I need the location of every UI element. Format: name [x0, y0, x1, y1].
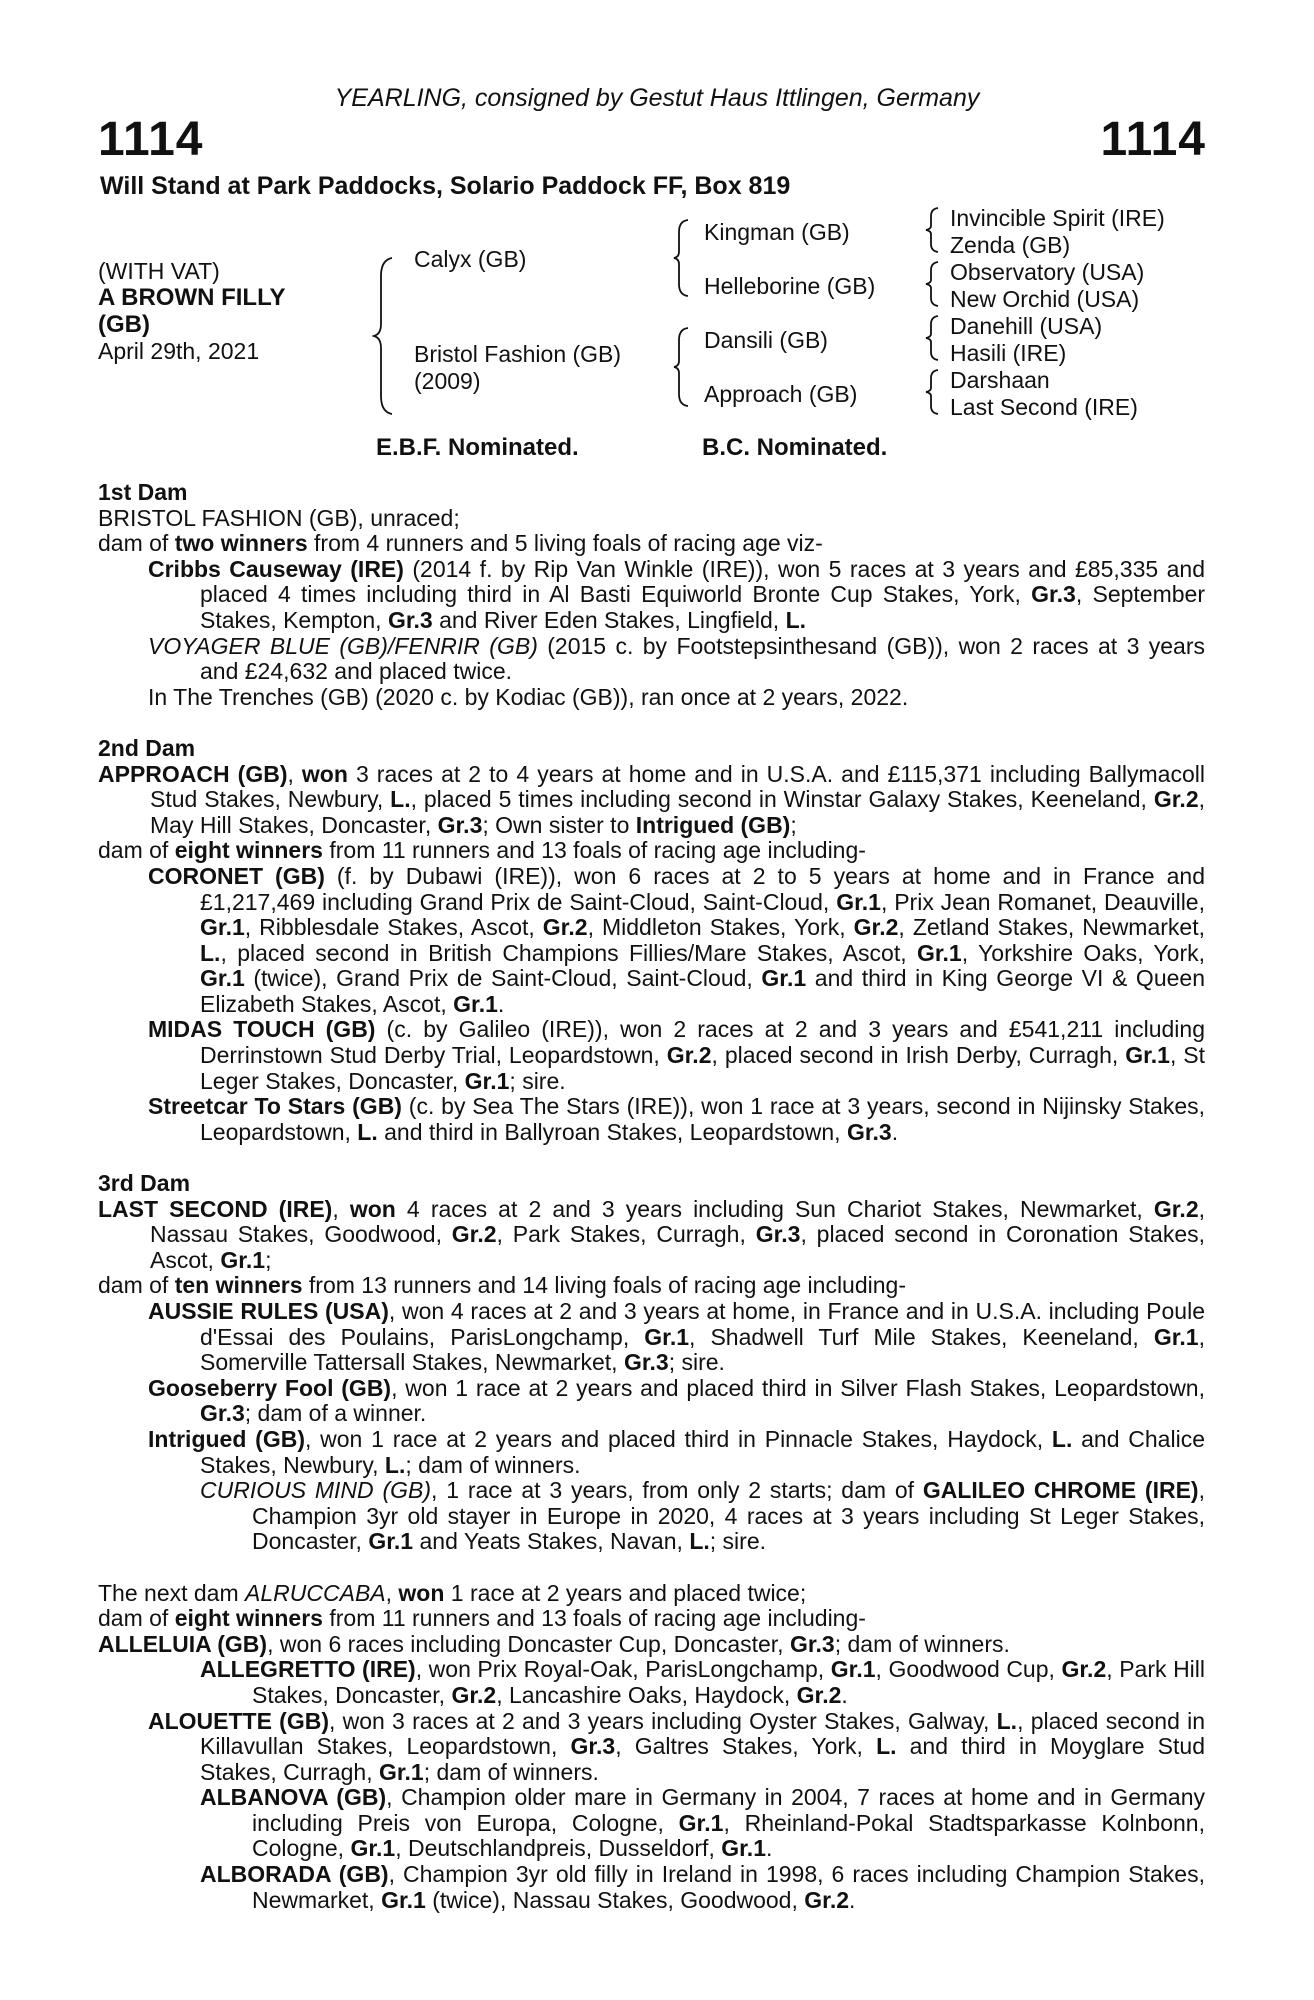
- grade: Gr.2: [451, 1221, 497, 1248]
- progeny-text: and Yeats Stakes, Navan,: [413, 1528, 690, 1555]
- summary-winners: ten winners: [174, 1272, 303, 1299]
- grade: Gr.2: [796, 1681, 842, 1708]
- progeny-text: , Ribblesdale Stakes, Ascot,: [244, 914, 543, 941]
- progeny-text: .: [497, 990, 505, 1017]
- ebf-nominated: E.B.F. Nominated.: [376, 434, 579, 461]
- pedigree-brace-dam: [672, 326, 690, 408]
- grade: Gr.2: [451, 1681, 497, 1708]
- grade: Gr.3: [846, 1118, 892, 1145]
- summary-winners: eight winners: [174, 837, 323, 864]
- progeny-text: ; dam of winners.: [834, 1630, 1010, 1657]
- subject-name-line2: (GB): [98, 311, 150, 338]
- progeny-text: , Zetland Stakes, Newmarket,: [898, 914, 1205, 941]
- summary-text: dam of: [98, 530, 175, 557]
- grade: Gr.2: [804, 1886, 850, 1913]
- stand-location: Will Stand at Park Paddocks, Solario Paddock FF, Box 819: [100, 172, 791, 200]
- record-text: ; Own sister to: [482, 811, 636, 838]
- grade: Gr.3: [437, 811, 483, 838]
- progeny-entry: In The Trenches (GB) (2020 c. by Kodiac (GB)), ran once at 2 years, 2022.: [148, 683, 909, 710]
- bc-nominated: B.C. Nominated.: [702, 434, 888, 461]
- grade: Gr.2: [542, 914, 588, 941]
- summary-text: from 11 runners and 13 foals of racing age including-: [322, 1605, 866, 1632]
- grade: Gr.2: [666, 1042, 712, 1069]
- progeny-entry: [98, 1709, 1205, 1786]
- ancestor-5: Danehill (USA): [950, 313, 1103, 339]
- progeny-text: (f. by Dubawi (IRE)), won 6 races at 2 to 5 years at home and in France and £1,217,469 including Grand Prix de Saint-Cloud, Saint-Cloud,: [200, 862, 1205, 915]
- record-text: , placed second in Coronation Stakes, Ascot,: [150, 1221, 1205, 1273]
- progeny-entry: [98, 1376, 1205, 1427]
- progeny-text: ; dam of a winner.: [244, 1400, 427, 1427]
- progeny-entry: [98, 1478, 1205, 1555]
- progeny-text: , Yorkshire Oaks, York,: [961, 939, 1206, 966]
- progeny-text: (2014 f. by Rip Van Winkle (IRE)), won 5 races at 3 years and £85,335 and placed 4 times including third in Al Basti Equiworld Bronte Cup Stakes, York,: [200, 555, 1205, 608]
- ancestor-2: Zenda (GB): [950, 232, 1071, 258]
- progeny-text: , Champion older mare in Germany in 2004, 7 races at home and in Germany including Preis von Europa, Cologne,: [252, 1784, 1205, 1836]
- summary-text: dam of: [98, 1605, 175, 1632]
- progeny-text: , won 1 race at 2 years and placed third in Silver Flash Stakes, Leopardstown,: [391, 1374, 1205, 1401]
- progeny-name: CURIOUS MIND (GB): [200, 1477, 432, 1504]
- progeny-text: (c. by Galileo (IRE)), won 2 races at 2 and 3 years and £541,211 including Derrinstown Stud Derby Trial, Leopardstown,: [200, 1016, 1205, 1069]
- won-label: won: [398, 1579, 445, 1606]
- third-dam-summary: [98, 1273, 1205, 1299]
- grade: Gr.1: [220, 1246, 266, 1273]
- dam: Bristol Fashion (GB): [414, 341, 622, 367]
- grade: L.: [357, 1118, 378, 1145]
- pedigree-brace-g1: [924, 206, 940, 254]
- sister-name: Intrigued (GB): [635, 811, 791, 838]
- third-dam-record: LAST SECOND (IRE), won 4 races at 2 and 3 years including Sun Chariot Stakes, Newmarket, Gr.2, Nassau Stakes, Goodwood, Gr.2, Park Stakes, Curragh, Gr.3, placed second in Coronation Stakes, Ascot, Gr.1;: [98, 1195, 1206, 1273]
- dam-name: LAST SECOND (IRE): [98, 1195, 333, 1222]
- grade: L.: [384, 1451, 406, 1478]
- grade: Gr.1: [916, 939, 962, 966]
- grade: Gr.3: [387, 606, 433, 633]
- summary-text: from 11 runners and 13 foals of racing age including-: [322, 837, 866, 864]
- record-text: The next dam: [98, 1579, 246, 1606]
- progeny-text: , Lancashire Oaks, Haydock,: [496, 1681, 797, 1708]
- progeny-text: and Chalice Stakes, Newbury,: [200, 1425, 1205, 1478]
- won-label: won: [301, 760, 348, 787]
- consignment-line: YEARLING, consigned by Gestut Haus Ittlingen, Germany: [334, 84, 980, 112]
- dam-dam: Approach (GB): [704, 381, 858, 407]
- progeny-text: , placed second in Irish Derby, Curragh,: [711, 1042, 1126, 1069]
- ancestor-7: Darshaan: [950, 367, 1050, 393]
- sire: Calyx (GB): [414, 246, 527, 272]
- progeny-text: , placed second in Killavullan Stakes, Leopardstown,: [200, 1707, 1206, 1760]
- first-dam-name: BRISTOL FASHION (GB), unraced;: [98, 504, 460, 531]
- summary-text: from 4 runners and 5 living foals of racing age viz-: [307, 530, 823, 557]
- progeny-text: , Park Hill Stakes, Doncaster,: [252, 1656, 1206, 1708]
- record-text: , May Hill Stakes, Doncaster,: [150, 786, 1206, 838]
- next-dam-record: [98, 1581, 1205, 1607]
- grade: L.: [785, 606, 807, 633]
- catalogue-body: [98, 480, 1205, 1913]
- second-dam-heading: 2nd Dam: [98, 734, 196, 761]
- progeny-text: .: [891, 1118, 899, 1145]
- progeny-entry: [98, 1094, 1205, 1145]
- progeny-text: , won 4 races at 2 and 3 years at home, in France and in U.S.A. including Poule d'Essai des Poulains, ParisLongchamp,: [200, 1298, 1205, 1350]
- progeny-text: , Deutschlandpreis, Dusseldorf,: [395, 1835, 722, 1862]
- progeny-name: Cribbs Causeway (IRE): [148, 555, 404, 582]
- grade: Gr.2: [1061, 1656, 1107, 1683]
- third-dam-heading: 3rd Dam: [98, 1170, 191, 1197]
- grade: Gr.1: [200, 914, 245, 941]
- progeny-text: , Prix Jean Romanet, Deauville,: [880, 888, 1205, 915]
- progeny-text: , September Stakes, Kempton,: [200, 581, 1205, 633]
- progeny-name: CORONET (GB): [148, 862, 325, 889]
- sire-dam: Helleborine (GB): [704, 273, 876, 299]
- grade: L.: [390, 786, 411, 813]
- dam-name: APPROACH (GB): [98, 760, 288, 787]
- grade: Gr.2: [853, 914, 899, 941]
- progeny-name: ALBORADA (GB): [200, 1861, 389, 1888]
- record-text: , Park Stakes, Curragh,: [496, 1221, 756, 1248]
- grade: Gr.3: [200, 1400, 245, 1427]
- grade: Gr.1: [1153, 1323, 1199, 1350]
- pedigree-brace-sire: [672, 218, 690, 298]
- grade: L.: [1051, 1425, 1073, 1452]
- progeny-text: (twice), Nassau Stakes, Goodwood,: [425, 1886, 805, 1913]
- dam-sire: Dansili (GB): [704, 327, 828, 353]
- progeny-text: .: [766, 1835, 773, 1862]
- record-text: , Nassau Stakes, Goodwood,: [150, 1195, 1206, 1248]
- progeny-entry: [98, 1632, 1205, 1658]
- grade: Gr.1: [381, 1886, 426, 1913]
- grade: Gr.1: [378, 1758, 424, 1785]
- progeny-text: .: [849, 1886, 856, 1913]
- progeny-name: ALBANOVA (GB): [200, 1784, 387, 1811]
- grade: Gr.3: [570, 1733, 616, 1760]
- progeny-text: (2015 c. by Footstepsinthesand (GB)), won 2 races at 3 years and £24,632 and placed twice.: [200, 632, 1205, 685]
- progeny-text: ; sire.: [668, 1349, 725, 1376]
- ancestor-4: New Orchid (USA): [950, 286, 1140, 312]
- progeny-text: , won Prix Royal-Oak, ParisLongchamp,: [415, 1656, 831, 1683]
- progeny-text: , 1 race at 3 years, from only 2 starts; dam of: [431, 1477, 923, 1504]
- record-text: 4 races at 2 and 3 years including Sun Chariot Stakes, Newmarket,: [395, 1195, 1154, 1222]
- progeny-entry: [98, 1299, 1205, 1376]
- progeny-text: , Middleton Stakes, York,: [587, 914, 854, 941]
- progeny-text: , St Leger Stakes, Doncaster,: [200, 1042, 1206, 1094]
- pedigree-brace-g3: [924, 314, 940, 362]
- progeny-text: , Champion 3yr old filly in Ireland in 1998, 6 races including Champion Stakes, Newmarket,: [252, 1861, 1205, 1913]
- progeny-text: , Goodwood Cup,: [875, 1656, 1062, 1683]
- grade: Gr.1: [830, 1656, 876, 1683]
- grade: L.: [689, 1528, 710, 1555]
- progeny-text: ; dam of winners.: [405, 1451, 581, 1478]
- progeny-entry: [98, 1017, 1205, 1094]
- grade: Gr.1: [836, 888, 881, 915]
- progeny-name: GALILEO CHROME (IRE): [922, 1477, 1199, 1504]
- pedigree-brace-g4: [924, 368, 940, 416]
- lot-number-left: 1114: [98, 113, 204, 166]
- grade: Gr.3: [789, 1630, 835, 1657]
- progeny-name: ALLEGRETTO (IRE): [200, 1656, 416, 1683]
- progeny-text: , Champion 3yr old stayer in Europe in 2020, 4 races at 3 years including St Leger Stakes, Doncaster,: [252, 1477, 1205, 1555]
- progeny-text: , Rheinland-Pokal Stadtsparkasse Kolnbonn, Cologne,: [252, 1809, 1205, 1862]
- second-dam-summary: [98, 838, 1205, 864]
- record-text: ;: [790, 811, 797, 838]
- lot-number-right: 1114: [1100, 113, 1206, 166]
- grade: Gr.2: [1153, 786, 1199, 813]
- progeny-entry: [98, 557, 1205, 634]
- next-dam-summary: [98, 1606, 1205, 1632]
- ancestor-3: Observatory (USA): [950, 259, 1145, 285]
- foaling-date: April 29th, 2021: [98, 338, 260, 364]
- progeny-entry: [98, 1427, 1205, 1478]
- summary-text: from 13 runners and 14 living foals of racing age including-: [302, 1272, 906, 1299]
- progeny-text: ; dam of winners.: [423, 1758, 599, 1785]
- progeny-entry: [98, 634, 1205, 685]
- progeny-name: MIDAS TOUCH (GB): [148, 1016, 376, 1043]
- grade: Gr.3: [623, 1349, 669, 1376]
- record-text: ,: [385, 1579, 399, 1606]
- record-text: , placed 5 times including second in Winstar Galaxy Stakes, Keeneland,: [410, 786, 1154, 813]
- ancestor-8: Last Second (IRE): [950, 394, 1138, 420]
- progeny-text: , Shadwell Turf Mile Stakes, Keeneland,: [689, 1323, 1154, 1350]
- progeny-name: ALLELUIA (GB): [98, 1630, 268, 1657]
- second-dam-record: APPROACH (GB), won 3 races at 2 to 4 years at home and in U.S.A. and £115,371 including Ballymacoll Stud Stakes, Newbury, L., placed 5 times including second in Winstar Galaxy Stakes, Keeneland, Gr.2, May Hill Stakes, Doncaster, Gr.3; Own sister to Intrigued (GB);: [98, 760, 1206, 838]
- first-dam-heading: 1st Dam: [98, 479, 188, 505]
- progeny-entry: [98, 1785, 1205, 1862]
- progeny-text: (c. by Sea The Stars (IRE)), won 1 race at 3 years, second in Nijinsky Stakes, Leopardstown,: [200, 1093, 1205, 1145]
- grade: Gr.1: [721, 1835, 766, 1862]
- grade: Gr.3: [1031, 581, 1076, 608]
- grade: Gr.1: [761, 965, 807, 992]
- grade: Gr.1: [368, 1528, 414, 1555]
- record-text: 1 race at 2 years and placed twice;: [444, 1579, 807, 1606]
- record-text: 3 races at 2 to 4 years at home and in U.S.A. and £115,371 including Ballymacoll Stud Stakes, Newbury,: [150, 760, 1205, 813]
- grade: Gr.1: [1125, 1042, 1170, 1069]
- progeny-text: , Galtres Stakes, York,: [615, 1733, 877, 1760]
- summary-winners: eight winners: [174, 1605, 323, 1632]
- vat-label: (WITH VAT): [98, 258, 220, 284]
- progeny-name: AUSSIE RULES (USA): [148, 1298, 389, 1324]
- progeny-text: ; sire.: [509, 1067, 566, 1094]
- won-label: won: [349, 1195, 396, 1222]
- grade: Gr.1: [644, 1323, 690, 1350]
- summary-winners: two winners: [174, 530, 308, 557]
- pedigree-brace-g2: [924, 260, 940, 308]
- grade: Gr.1: [350, 1835, 396, 1862]
- progeny-name: Intrigued (GB): [148, 1425, 305, 1452]
- grade: Gr.1: [453, 990, 498, 1017]
- progeny-entry: [98, 864, 1205, 1018]
- progeny-entry: [98, 1657, 1205, 1708]
- progeny-text: , won 1 race at 2 years and placed third in Pinnacle Stakes, Haydock,: [304, 1425, 1052, 1452]
- progeny-name: Gooseberry Fool (GB): [148, 1374, 392, 1401]
- progeny-text: and third in Ballyroan Stakes, Leopardstown,: [377, 1118, 847, 1145]
- grade: L.: [200, 939, 221, 966]
- progeny-text: , won 3 races at 2 and 3 years including Oyster Stakes, Galway,: [329, 1707, 997, 1734]
- dam-name: ALRUCCABA: [245, 1579, 386, 1606]
- progeny-text: , won 6 races including Doncaster Cup, Doncaster,: [267, 1630, 790, 1657]
- summary-text: dam of: [98, 1272, 175, 1299]
- grade: L.: [876, 1733, 897, 1760]
- summary-text: dam of: [98, 837, 175, 864]
- ancestor-6: Hasili (IRE): [950, 340, 1067, 366]
- first-dam-summary: [98, 531, 1205, 557]
- progeny-text: , Somerville Tattersall Stakes, Newmarket,: [200, 1323, 1205, 1376]
- grade: L.: [996, 1707, 1018, 1734]
- ancestor-1: Invincible Spirit (IRE): [950, 205, 1165, 231]
- progeny-text: and third in Moyglare Stud Stakes, Curragh,: [200, 1733, 1205, 1785]
- grade: Gr.1: [200, 965, 245, 992]
- grade: Gr.2: [1153, 1195, 1199, 1222]
- grade: Gr.1: [678, 1809, 724, 1836]
- progeny-name: VOYAGER BLUE (GB)/FENRIR (GB): [148, 632, 538, 659]
- progeny-text: ; sire.: [709, 1528, 766, 1555]
- progeny-text: and third in King George VI & Queen Elizabeth Stakes, Ascot,: [200, 965, 1205, 1017]
- progeny-text: .: [841, 1681, 848, 1708]
- grade: Gr.3: [755, 1221, 801, 1248]
- progeny-entry: [98, 1862, 1205, 1913]
- pedigree-brace-main: [372, 256, 394, 416]
- subject-name-line1: A BROWN FILLY: [98, 284, 286, 311]
- progeny-text: , placed second in British Champions Fillies/Mare Stakes, Ascot,: [220, 939, 917, 966]
- grade: Gr.1: [464, 1067, 510, 1094]
- dam-year: (2009): [414, 368, 481, 394]
- progeny-text: and River Eden Stakes, Lingfield,: [432, 606, 786, 633]
- progeny-name: Streetcar To Stars (GB): [148, 1093, 402, 1120]
- progeny-name: ALOUETTE (GB): [148, 1707, 329, 1734]
- sire-sire: Kingman (GB): [704, 219, 850, 245]
- record-text: ;: [265, 1246, 272, 1273]
- progeny-text: (twice), Grand Prix de Saint-Cloud, Saint-Cloud,: [244, 965, 762, 992]
